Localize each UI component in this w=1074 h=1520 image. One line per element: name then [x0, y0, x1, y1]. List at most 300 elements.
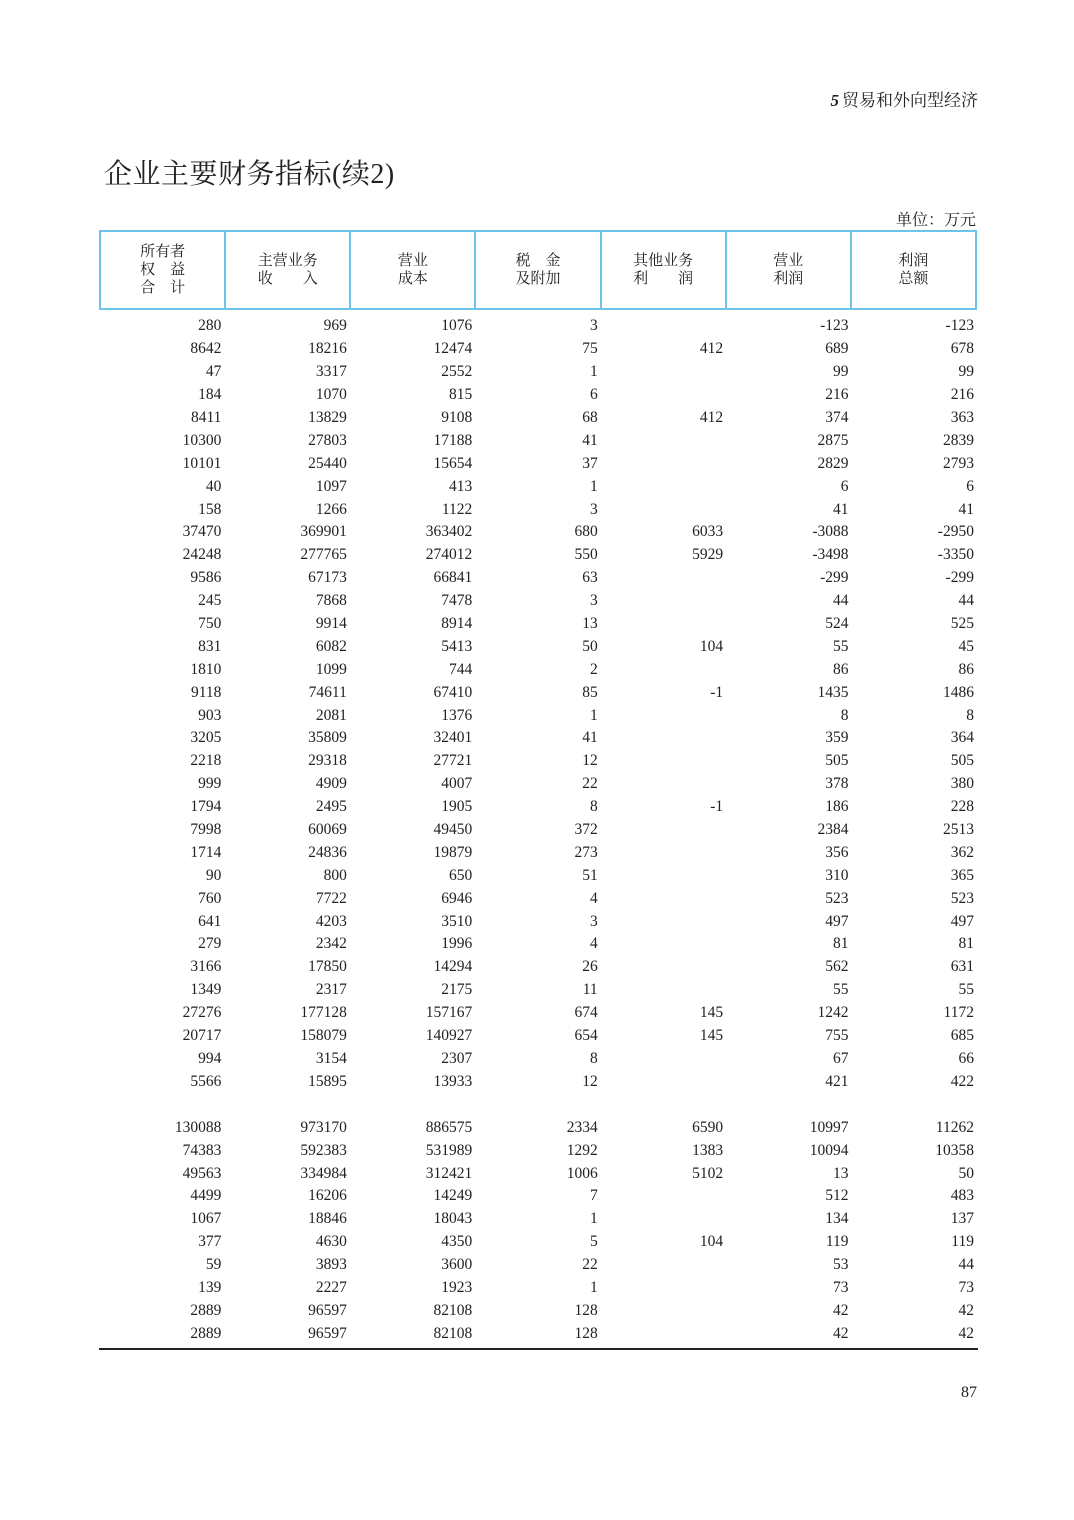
table-cell: 63: [582, 569, 598, 587]
table-cell: 13829: [308, 409, 347, 426]
table-cell: 680: [574, 523, 598, 541]
table-row: [99, 498, 977, 521]
table-cell: 81: [833, 935, 849, 953]
column-header-line: 收 入: [257, 271, 318, 287]
table-cell: 1996: [441, 935, 473, 953]
table-cell: 1: [589, 1210, 598, 1228]
table-cell: 362: [950, 843, 974, 861]
table-row: [99, 704, 977, 727]
column-header: [727, 232, 852, 308]
table-cell: 14249: [433, 1187, 473, 1205]
table-row: [99, 1277, 977, 1300]
table-cell: 66841: [433, 569, 473, 587]
table-row: [99, 338, 977, 361]
table-cell: 1349: [190, 981, 222, 999]
table-cell: -2950: [937, 523, 974, 541]
table-cell: 4350: [441, 1233, 473, 1251]
table-cell: 372: [574, 821, 598, 839]
table-row: [99, 933, 977, 956]
table-row: [99, 1070, 977, 1093]
table-cell: 273: [574, 843, 598, 861]
table-cell: 377: [198, 1233, 222, 1251]
column-header: [351, 232, 476, 308]
table-cell: 15654: [433, 454, 473, 472]
table-cell: 641: [198, 912, 222, 930]
table-cell: 4909: [315, 775, 347, 793]
chapter-title: 贸易和外向型经济: [842, 91, 978, 110]
table-cell: 44: [833, 592, 849, 610]
table-cell: 1486: [942, 683, 974, 701]
table-cell: 3166: [190, 958, 222, 976]
table-cell: 20717: [182, 1027, 222, 1045]
table-cell: 1810: [190, 660, 222, 678]
table-cell: 17188: [433, 431, 473, 449]
table-cell: 886575: [425, 1118, 473, 1136]
table-cell: 3510: [441, 912, 473, 930]
table-cell: 5929: [692, 546, 724, 564]
table-cell: 9108: [441, 409, 473, 426]
table-row: [99, 658, 977, 681]
table-cell: 4: [589, 889, 598, 907]
table-cell: 1905: [441, 798, 473, 816]
table-row: [99, 887, 977, 910]
table-cell: 145: [699, 1027, 724, 1045]
table-cell: 369901: [300, 523, 347, 541]
table-cell: 1: [589, 1278, 598, 1296]
table-cell: 378: [825, 775, 849, 793]
table-cell: 689: [825, 340, 849, 358]
running-head: [831, 86, 979, 111]
table-cell: 363: [950, 409, 974, 426]
table-cell: 177128: [300, 1004, 347, 1022]
table-cell: 2495: [315, 798, 347, 816]
table-cell: 10101: [182, 454, 222, 472]
table-cell: 49563: [182, 1164, 222, 1182]
table-cell: 5: [589, 1233, 598, 1251]
column-header-line: 权 益: [140, 262, 186, 278]
table-cell: 374: [825, 409, 849, 426]
table-cell: 47: [205, 363, 222, 381]
table-cell: 9586: [190, 569, 222, 587]
table-row: [99, 315, 977, 338]
table-cell: 41: [582, 431, 598, 449]
table-cell: 104: [699, 637, 724, 655]
table-cell: 184: [198, 386, 222, 404]
table-cell: 3893: [315, 1256, 347, 1274]
table-row: [99, 361, 977, 384]
table-cell: 363402: [425, 523, 473, 541]
table-cell: 37470: [182, 523, 222, 541]
table-cell: 85: [582, 683, 598, 701]
table-cell: 24248: [182, 546, 222, 564]
table-row: [99, 1231, 977, 1254]
table-row: [99, 613, 977, 636]
table-cell: 7998: [190, 821, 222, 839]
table-cell: 13933: [433, 1072, 473, 1090]
table-cell: -3498: [812, 546, 849, 564]
table-cell: 5413: [441, 637, 473, 655]
data-table: [99, 315, 977, 1345]
bottom-rule: [99, 1348, 978, 1350]
unit-label: 单位：万元: [895, 212, 976, 229]
table-cell: 1435: [817, 683, 849, 701]
table-cell: 96597: [308, 1301, 347, 1319]
table-cell: 7478: [441, 592, 473, 610]
column-header: [226, 232, 351, 308]
table-cell: 3: [589, 592, 598, 610]
table-cell: 49450: [433, 821, 473, 839]
table-cell: 99: [958, 363, 974, 381]
table-cell: 35809: [308, 729, 347, 747]
table-cell: 422: [950, 1072, 974, 1090]
table-cell: 42: [833, 1301, 849, 1319]
table-cell: 130088: [174, 1118, 222, 1136]
table-row: [99, 1048, 977, 1071]
table-cell: 67: [833, 1049, 849, 1067]
table-cell: 9914: [315, 615, 347, 633]
table-cell: 3: [589, 317, 598, 335]
table-cell: 631: [950, 958, 974, 976]
table-cell: 50: [582, 637, 598, 655]
table-cell: 4499: [190, 1187, 222, 1205]
table-cell: 359: [825, 729, 849, 747]
table-cell: 280: [198, 317, 222, 335]
table-cell: 531989: [425, 1141, 473, 1159]
table-cell: 7722: [315, 889, 347, 907]
table-cell: 157167: [425, 1004, 473, 1022]
table-cell: 3: [589, 912, 598, 930]
column-header-line: 成本: [397, 271, 428, 287]
table-cell: 1266: [315, 500, 347, 518]
table-cell: 2227: [315, 1278, 347, 1296]
table-row: [99, 1185, 977, 1208]
table-cell: 1376: [441, 706, 473, 724]
table-cell: 99: [833, 363, 849, 381]
table-cell: 25440: [308, 454, 347, 472]
table-cell: 22: [582, 775, 598, 793]
table-cell: 4203: [315, 912, 347, 930]
table-cell: 483: [950, 1187, 974, 1205]
column-header-line: 及附加: [515, 271, 561, 287]
table-cell: 277765: [300, 546, 347, 564]
table-cell: 1006: [566, 1164, 598, 1182]
column-header-line: 营业: [773, 253, 804, 269]
table-row: [99, 544, 977, 567]
table-cell: 22: [582, 1256, 598, 1274]
table-cell: 3154: [315, 1049, 347, 1067]
table-cell: 2889: [190, 1301, 222, 1319]
table-cell: 10094: [809, 1141, 849, 1159]
table-cell: 3205: [190, 729, 222, 747]
table-cell: 6033: [692, 523, 724, 541]
table-cell: 1383: [692, 1141, 724, 1159]
table-cell: 380: [950, 775, 974, 793]
table-cell: 3600: [441, 1256, 473, 1274]
table-row: [99, 750, 977, 773]
table-cell: 497: [825, 912, 849, 930]
table-cell: 137: [950, 1210, 974, 1228]
table-cell: 654: [574, 1027, 598, 1045]
table-cell: 1070: [315, 386, 347, 404]
table-cell: 5102: [692, 1164, 724, 1182]
table-cell: 16206: [308, 1187, 347, 1205]
table-cell: 13: [582, 615, 598, 633]
table-cell: 364: [950, 729, 974, 747]
table-cell: 1: [589, 706, 598, 724]
table-row: [99, 635, 977, 658]
table-cell: -1: [710, 798, 724, 816]
table-cell: 760: [198, 889, 222, 907]
table-cell: 356: [825, 843, 849, 861]
table-cell: 37: [582, 454, 598, 472]
table-cell: 45: [958, 637, 974, 655]
table-cell: 41: [582, 729, 598, 747]
table-cell: 26: [582, 958, 598, 976]
table-cell: 4007: [441, 775, 473, 793]
table-cell: 6946: [441, 889, 473, 907]
table-cell: 999: [198, 775, 222, 793]
table-cell: 562: [825, 958, 849, 976]
column-header: [602, 232, 727, 308]
table-cell: 903: [198, 706, 222, 724]
table-cell: 334984: [300, 1164, 347, 1182]
table-cell: 12: [582, 752, 598, 770]
column-header-line: 利润: [773, 271, 804, 287]
table-cell: 66: [958, 1049, 974, 1067]
table-cell: -3088: [812, 523, 849, 541]
table-cell: 365: [950, 866, 974, 884]
table-row: [99, 979, 977, 1002]
table-cell: 312421: [425, 1164, 473, 1182]
column-header-line: 其他业务: [633, 253, 694, 269]
table-row: [99, 681, 977, 704]
table-cell: 1076: [441, 317, 473, 335]
table-cell: 44: [958, 592, 974, 610]
table-cell: -1: [710, 683, 724, 701]
table-row: [99, 407, 977, 430]
table-cell: 2875: [817, 431, 849, 449]
table-cell: 1122: [441, 500, 473, 518]
table-row: [99, 1322, 977, 1345]
column-header: [852, 232, 975, 308]
table-cell: 2552: [441, 363, 473, 381]
table-cell: 29318: [308, 752, 347, 770]
table-cell: 1067: [190, 1210, 222, 1228]
table-cell: -123: [820, 317, 849, 335]
table-cell: 800: [323, 866, 347, 884]
table-cell: -299: [945, 569, 974, 587]
table-cell: 68: [582, 409, 598, 426]
table-cell: 497: [950, 912, 974, 930]
table-cell: 18846: [308, 1210, 347, 1228]
table-cell: 2081: [315, 706, 347, 724]
table-cell: 412: [699, 340, 724, 358]
table-cell: 1794: [190, 798, 222, 816]
table-cell: 2218: [190, 752, 222, 770]
table-cell: -299: [820, 569, 849, 587]
table-cell: 60069: [308, 821, 347, 839]
column-header-line: 利润: [898, 253, 929, 269]
column-header: [476, 232, 601, 308]
table-cell: 119: [825, 1233, 849, 1251]
table-cell: 74383: [182, 1141, 222, 1159]
table-cell: 216: [950, 386, 974, 404]
table-cell: 6082: [315, 637, 347, 655]
table-cell: 73: [958, 1278, 974, 1296]
table-cell: 15895: [308, 1072, 347, 1090]
table-cell: 53: [833, 1256, 849, 1274]
table-cell: 139: [198, 1278, 222, 1296]
table-cell: 11262: [935, 1118, 974, 1136]
table-cell: 8411: [190, 409, 222, 426]
table-cell: 2839: [942, 431, 974, 449]
table-cell: 18216: [308, 340, 347, 358]
table-header: [99, 230, 977, 310]
table-cell: 24836: [308, 843, 347, 861]
table-row: [99, 1139, 977, 1162]
table-cell: 10300: [182, 431, 222, 449]
table-cell: 1242: [817, 1004, 849, 1022]
page-number: 87: [961, 1384, 977, 1401]
table-row: [99, 1025, 977, 1048]
table-cell: 27803: [308, 431, 347, 449]
table-row: [99, 452, 977, 475]
table-cell: 685: [950, 1027, 974, 1045]
table-cell: 8642: [190, 340, 222, 358]
table-cell: 145: [699, 1004, 724, 1022]
table-cell: 18043: [433, 1210, 473, 1228]
table-cell: 10997: [809, 1118, 849, 1136]
table-cell: 2342: [315, 935, 347, 953]
table-cell: 128: [574, 1301, 598, 1319]
table-cell: 973170: [300, 1118, 347, 1136]
table-cell: 4630: [315, 1233, 347, 1251]
table-cell: 413: [449, 477, 473, 495]
chapter-number: 5: [830, 91, 839, 110]
column-header-line: 合 计: [140, 280, 186, 296]
table-cell: 158079: [300, 1027, 347, 1045]
table-cell: 245: [198, 592, 222, 610]
table-cell: 90: [205, 866, 222, 884]
table-cell: 592383: [300, 1141, 347, 1159]
table-cell: -123: [945, 317, 974, 335]
table-cell: 524: [825, 615, 849, 633]
table-cell: 1: [589, 363, 598, 381]
table-cell: 55: [958, 981, 974, 999]
table-cell: 27721: [433, 752, 473, 770]
column-header-line: 主营业务: [257, 253, 318, 269]
table-cell: 5566: [190, 1072, 222, 1090]
table-cell: 2175: [441, 981, 473, 999]
table-cell: 1292: [566, 1141, 598, 1159]
table-cell: 40: [205, 477, 222, 495]
table-row: [99, 1162, 977, 1185]
table-cell: 12: [582, 1072, 598, 1090]
table-row: [99, 475, 977, 498]
table-row: [99, 819, 977, 842]
table-cell: 96597: [308, 1324, 347, 1342]
table-cell: 550: [574, 546, 598, 564]
table-cell: 44: [958, 1256, 974, 1274]
table-cell: 86: [833, 660, 849, 678]
table-cell: 12474: [433, 340, 473, 358]
page-title: 企业主要财务指标(续2): [104, 159, 395, 190]
table-cell: 274012: [425, 546, 473, 564]
table-cell: 994: [198, 1049, 222, 1067]
table-cell: 104: [699, 1233, 724, 1251]
table-cell: 74611: [308, 683, 347, 701]
table-cell: 13: [833, 1164, 849, 1182]
table-cell: 140927: [425, 1027, 473, 1045]
table-row: [99, 590, 977, 613]
table-cell: 51: [582, 866, 598, 884]
column-header-line: 所有者: [140, 244, 186, 260]
table-cell: 82108: [433, 1324, 473, 1342]
table-cell: 525: [950, 615, 974, 633]
table-cell: 650: [449, 866, 473, 884]
table-cell: 6: [589, 386, 598, 404]
column-header-line: 利 润: [633, 271, 694, 287]
table-row: [99, 773, 977, 796]
table-row: [99, 1002, 977, 1025]
table-cell: 7868: [315, 592, 347, 610]
table-cell: 8914: [441, 615, 473, 633]
table-cell: 6: [966, 477, 974, 495]
table-cell: 1097: [315, 477, 347, 495]
table-cell: 228: [950, 798, 974, 816]
table-cell: 17850: [308, 958, 347, 976]
table-cell: 4: [589, 935, 598, 953]
column-header-line: 营业: [397, 253, 428, 269]
table-cell: 505: [825, 752, 849, 770]
table-cell: 134: [825, 1210, 849, 1228]
table-cell: 59: [205, 1256, 222, 1274]
table-cell: 119: [951, 1233, 974, 1251]
table-cell: 55: [833, 981, 849, 999]
table-row: [99, 521, 977, 544]
table-cell: 678: [950, 340, 974, 358]
table-cell: 1714: [190, 843, 222, 861]
table-cell: 73: [833, 1278, 849, 1296]
table-cell: 41: [833, 500, 849, 518]
table-row: [99, 429, 977, 452]
table-cell: 505: [950, 752, 974, 770]
table-row: [99, 727, 977, 750]
table-cell: 412: [699, 409, 724, 426]
table-cell: 523: [825, 889, 849, 907]
table-row: [99, 384, 977, 407]
table-cell: 2334: [566, 1118, 598, 1136]
table-row: [99, 1254, 977, 1277]
table-cell: 2317: [315, 981, 347, 999]
table-cell: 674: [574, 1004, 598, 1022]
column-header-line: 总额: [898, 271, 929, 287]
table-cell: 512: [825, 1187, 849, 1205]
table-cell: 19879: [433, 843, 473, 861]
table-cell: 81: [958, 935, 974, 953]
table-cell: 32401: [433, 729, 473, 747]
table-cell: 310: [825, 866, 849, 884]
table-cell: 42: [958, 1301, 974, 1319]
table-cell: 831: [198, 637, 222, 655]
table-cell: 2889: [190, 1324, 222, 1342]
table-cell: -3350: [937, 546, 974, 564]
table-cell: 815: [449, 386, 473, 404]
table-cell: 186: [825, 798, 849, 816]
table-cell: 8: [840, 706, 849, 724]
table-cell: 755: [825, 1027, 849, 1045]
table-cell: 158: [198, 500, 222, 518]
